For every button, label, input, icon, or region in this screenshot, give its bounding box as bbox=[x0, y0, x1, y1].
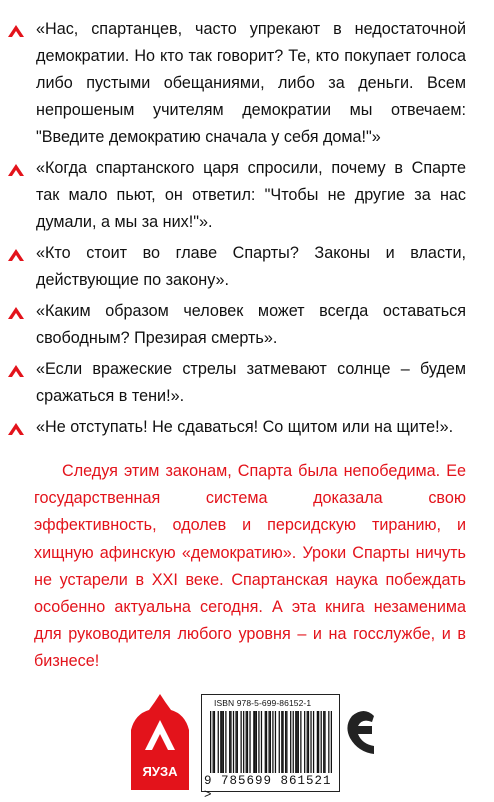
barcode-bar bbox=[220, 711, 221, 773]
barcode-bar bbox=[223, 711, 224, 773]
quotes-list bbox=[36, 16, 466, 445]
barcode-bar bbox=[225, 711, 226, 773]
barcode-bar bbox=[246, 711, 247, 773]
red-triangle-marker-icon bbox=[8, 307, 24, 319]
barcode-bar bbox=[296, 711, 297, 773]
quote-item bbox=[36, 414, 466, 441]
yauza-publisher-logo-icon bbox=[125, 692, 195, 792]
barcode-bar bbox=[272, 711, 273, 773]
ean-number: 9 785699 861521 bbox=[204, 774, 332, 788]
quote-item bbox=[36, 356, 466, 410]
barcode-bar bbox=[290, 711, 291, 773]
quote-text: «Когда спартанского царя спросили, почему в Спарте так мало пьют, он ответил: "Чтобы не другие за нас думали, а мы за них!"». bbox=[36, 159, 466, 231]
quote-text: «Если вражеские стрелы затмевают солнце – будем сражаться в тени!». bbox=[36, 360, 466, 405]
barcode-block bbox=[201, 694, 340, 802]
quote-text: «Каким образом человек может всегда оставаться свободным? Презирая смерть». bbox=[36, 302, 466, 347]
barcode-bar bbox=[318, 711, 319, 773]
barcode-bar bbox=[300, 711, 301, 773]
quote-text: «Не отступать! Не сдаваться! Со щитом или на щите!». bbox=[36, 418, 454, 436]
bottom-strip bbox=[0, 688, 494, 802]
isbn-text: ISBN 978-5-699-86152-1 bbox=[214, 698, 312, 708]
summary-paragraph: Следуя этим законам, Спарта была непобедима. Ее государственная система доказала свою эффективность, одолев и персидскую тиранию, и хищную афинскую «демократию». Уроки Спарты ничуть не устарели в XXI веке. Спартанская наука побеждать особенно актуальна сегодня. А эта книга незаменима для руководителя любого уровня – и на госслужбе, и в бизнесе! bbox=[34, 462, 466, 671]
barcode-bar bbox=[304, 711, 305, 773]
barcode-bar bbox=[270, 711, 271, 773]
red-triangle-marker-icon bbox=[8, 249, 24, 261]
barcode-bar bbox=[281, 711, 282, 773]
barcode-bar bbox=[279, 711, 280, 773]
barcode-bar bbox=[210, 711, 211, 773]
barcode-bar bbox=[235, 711, 236, 773]
barcode-bar bbox=[213, 711, 214, 773]
barcode-bar bbox=[214, 711, 215, 773]
barcode-bar bbox=[268, 711, 269, 773]
barcode-bar bbox=[328, 711, 329, 773]
barcode-bar bbox=[229, 711, 230, 773]
barcode-bar bbox=[241, 711, 242, 773]
barcode-bar bbox=[293, 711, 294, 773]
barcode-bar bbox=[307, 711, 308, 773]
red-triangle-marker-icon bbox=[8, 365, 24, 377]
barcode-bar bbox=[275, 711, 276, 773]
barcode-bar bbox=[265, 711, 266, 773]
barcode-bar bbox=[261, 711, 262, 773]
barcode-bar bbox=[285, 711, 286, 773]
barcode-bar bbox=[254, 711, 255, 773]
barcode-bar bbox=[331, 711, 332, 773]
barcode-bar bbox=[258, 711, 259, 773]
barcode-bar bbox=[282, 711, 283, 773]
barcode-bar bbox=[324, 711, 325, 773]
barcode-bar bbox=[286, 711, 287, 773]
quote-item bbox=[36, 155, 466, 236]
quote-item bbox=[36, 298, 466, 352]
barcode-bar bbox=[253, 711, 254, 773]
barcode-bar bbox=[230, 711, 231, 773]
barcode-graphic bbox=[210, 711, 332, 773]
quote-text: «Кто стоит во главе Спарты? Законы и власти, действующие по закону». bbox=[36, 244, 466, 289]
barcode-bar bbox=[233, 711, 234, 773]
quote-item bbox=[36, 16, 466, 151]
red-triangle-marker-icon bbox=[8, 164, 24, 176]
quote-item bbox=[36, 240, 466, 294]
eksmo-logo-icon bbox=[344, 708, 382, 762]
barcode-bar bbox=[321, 711, 322, 773]
barcode-bar bbox=[310, 711, 311, 773]
barcode-bar bbox=[249, 711, 250, 773]
publisher-logo-text: ЯУЗА bbox=[142, 764, 178, 779]
barcode-bar bbox=[313, 711, 314, 773]
barcode-bar bbox=[247, 711, 248, 773]
barcode-bar bbox=[243, 711, 244, 773]
barcode-bar bbox=[317, 711, 318, 773]
barcode-bar bbox=[221, 711, 222, 773]
barcode-bar bbox=[256, 711, 257, 773]
barcode-bar bbox=[237, 711, 238, 773]
barcode-bar bbox=[266, 711, 267, 773]
red-triangle-marker-icon bbox=[8, 25, 24, 37]
barcode-bar bbox=[308, 711, 309, 773]
ean-digits bbox=[204, 774, 339, 802]
barcode-bar bbox=[298, 711, 299, 773]
barcode-bar bbox=[218, 711, 219, 773]
barcode-bar bbox=[323, 711, 324, 773]
red-triangle-marker-icon bbox=[8, 423, 24, 435]
quote-text: «Нас, спартанцев, часто упрекают в недостаточной демократии. Но кто так говорит? Те, кто покупает голоса либо пустыми обещаниями, либо за деньги. Всем непрошеным учителям демократии мы отвечаем: "Введите демократию сначала у себя дома!"» bbox=[36, 20, 466, 146]
barcode-end-mark: > bbox=[204, 788, 213, 802]
barcode-bar bbox=[295, 711, 296, 773]
